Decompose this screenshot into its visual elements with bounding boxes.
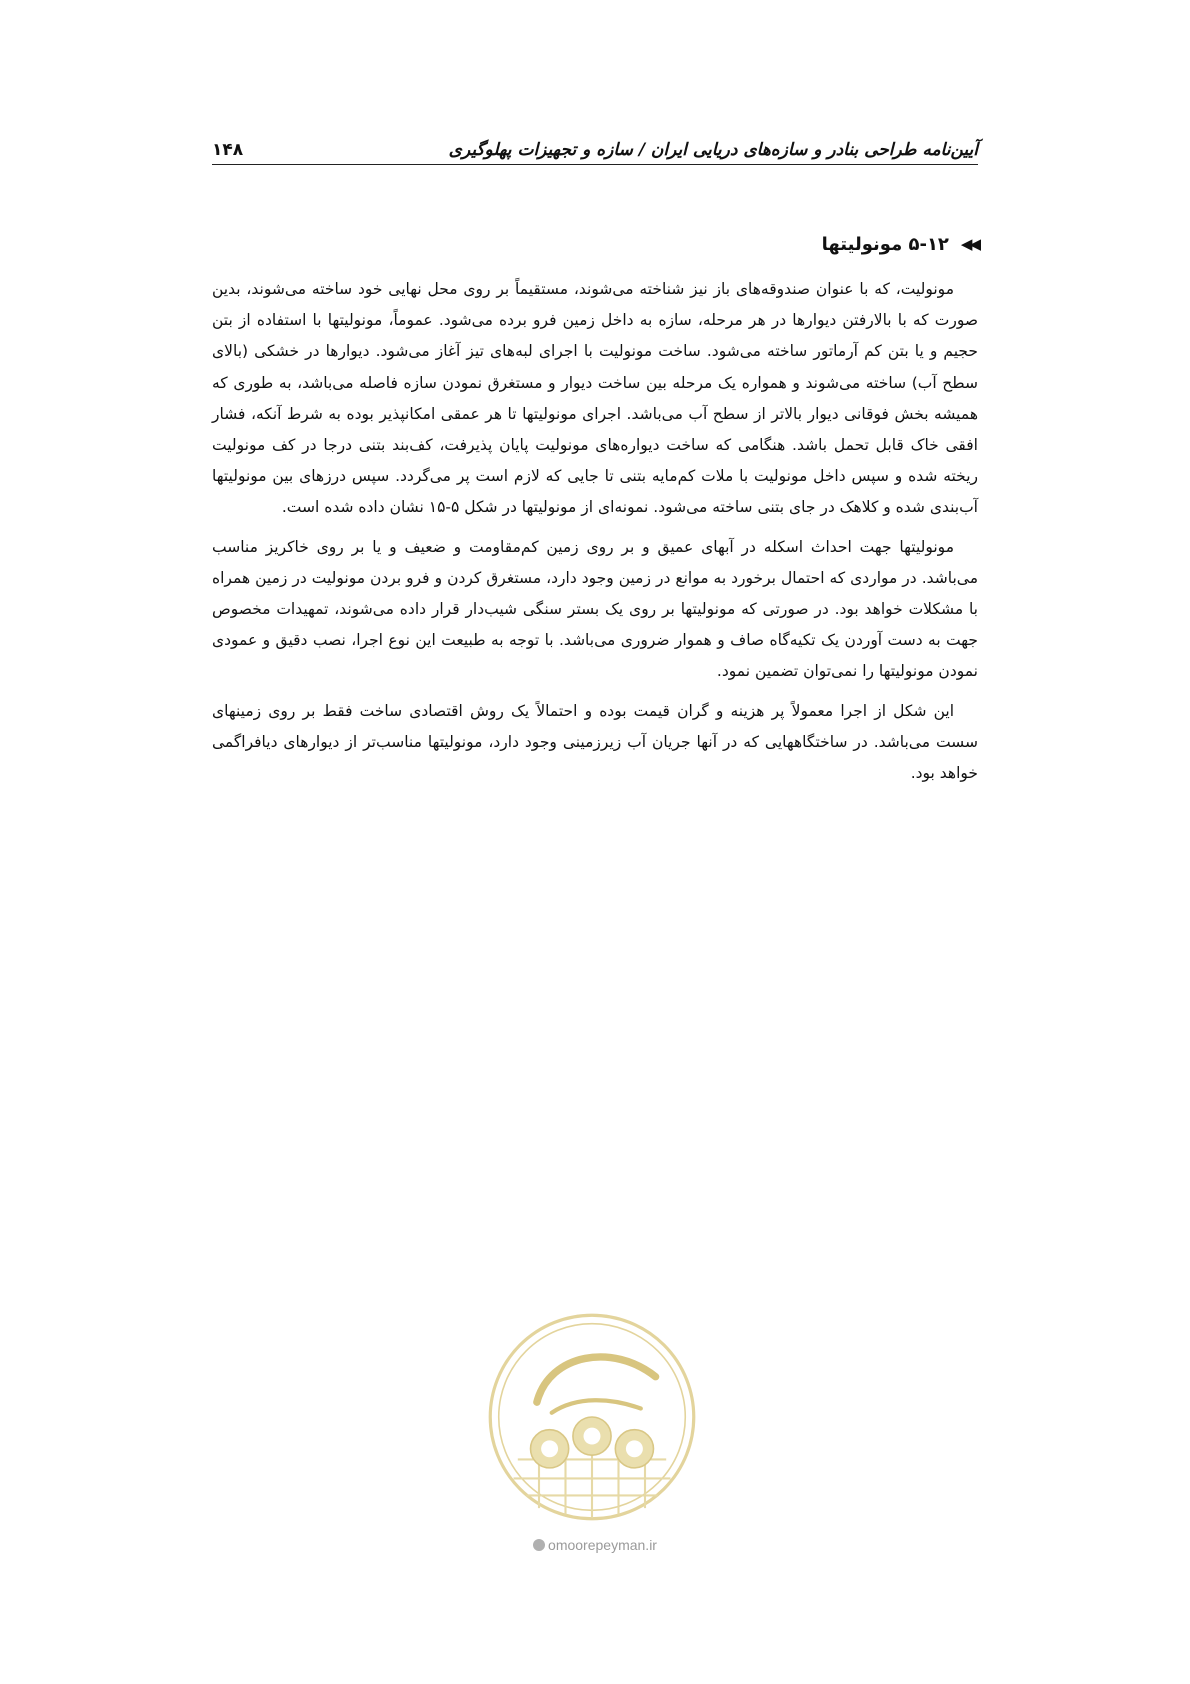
at-sign-icon (533, 1539, 545, 1551)
running-header-title: آیین‌نامه طراحی بنادر و سازه‌های دریایی ایران / سازه و تجهیزات پهلوگیری (448, 140, 978, 160)
paragraph: این شکل از اجرا معمولاً پر هزینه و گران قیمت بوده و احتمالاً یک روش اقتصادی ساخت فقط بر روی زمینهای سست می‌باشد. در ساختگاههایی که در آنها جریان آب زیرزمینی وجود دارد، مونولیتها مناسب‌تر از دیوارهای دیافراگمی خواهد بود. (212, 701, 978, 783)
watermark-site-text: omoorepeyman.ir (548, 1537, 657, 1553)
paragraph: مونولیتها جهت احداث اسکله در آبهای عمیق و بر روی زمین کم‌مقاومت و ضعیف و یا بر روی خاکریز مناسب می‌باشد. در مواردی که احتمال برخورد به موانع در زمین وجود دارد، مستغرق کردن و فرو بردن مونولیت در زمین همراه با مشکلات خواهد بود. در صورتی که مونولیتها بر روی یک بستر سنگی شیب‌دار قرار داده می‌شوند، تمهیدات مخصوص جهت به دست آوردن یک تکیه‌گاه صاف و هموار ضروری می‌باشد. با توجه به طبیعت این نوع اجرا، نصب دقیق و عمودی نمودن مونولیتها را نمی‌توان تضمین نمود. (212, 537, 978, 681)
body-text (212, 274, 978, 797)
double-triangle-icon: ◀◀ (960, 235, 978, 254)
watermark-logo (486, 1311, 698, 1523)
running-header (212, 126, 978, 165)
page-number: ۱۴۸ (212, 140, 244, 160)
watermark-seal-icon (486, 1311, 698, 1523)
section-heading (822, 234, 978, 255)
watermark-site (0, 1537, 1190, 1553)
paragraph: مونولیت، که با عنوان صندوقه‌های باز نیز شناخته می‌شوند، مستقیماً بر روی محل نهایی خود ساخته می‌شوند، بدین صورت که با بالارفتن دیوارها در هر مرحله، سازه به داخل زمین فرو برده می‌شود. عموماً، مونولیتها با استفاده از بتن حجیم و یا بتن کم آرماتور ساخته می‌شود. ساخت مونولیت با اجرای لبه‌های تیز آغاز می‌شود. دیوارها در خشکی (بالای سطح آب) ساخته می‌شوند و همواره یک مرحله بین ساخت دیوار و مستغرق نمودن سازه فاصله می‌باشد، به طوری که همیشه بخش فوقانی دیوار بالاتر از سطح آب می‌باشد. اجرای مونولیتها تا هر عمقی امکانپذیر بوده به شرط آنکه، فشار افقی خاک قابل تحمل باشد. هنگامی که ساخت دیواره‌های مونولیت پایان پذیرفت، کف‌بند بتنی درجا در کف مونولیت ریخته شده و سپس داخل مونولیت با ملات کم‌مایه بتنی تا جایی که لازم است پر می‌گردد. سپس درزهای بین مونولیتها آب‌بندی شده و کلاهک در جای بتنی ساخته می‌شود. نمونه‌ای از مونولیتها در شکل ۵-۱۵ نشان داده شده است. (212, 280, 978, 517)
section-title: ۵-۱۲ مونولیتها (821, 233, 949, 255)
